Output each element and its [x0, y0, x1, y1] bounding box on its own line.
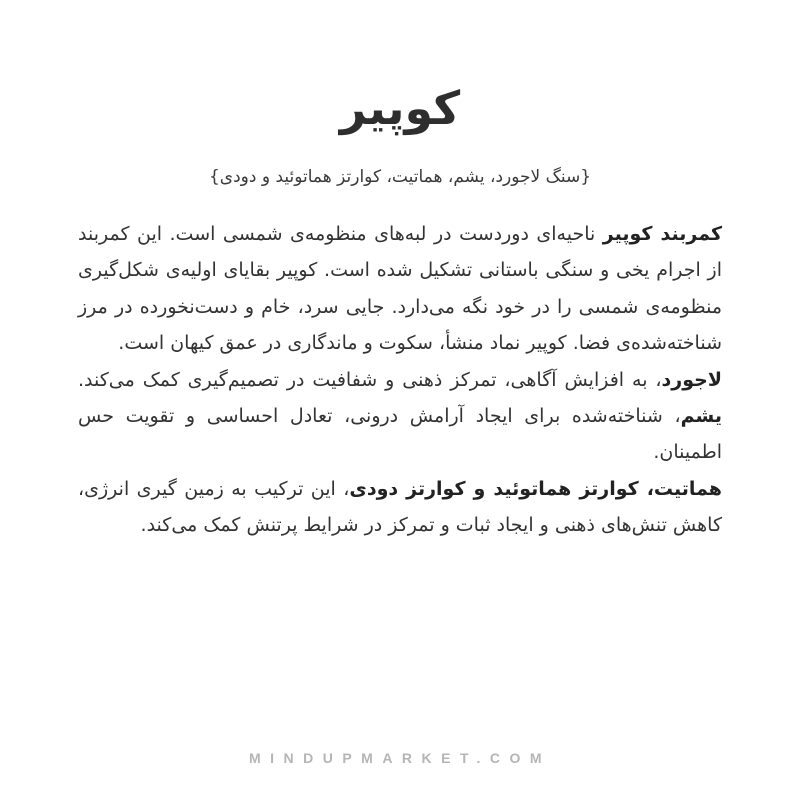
- kuiper-belt-term: کمربند کوپیر: [602, 223, 722, 245]
- hematite-quartz-paragraph: [78, 471, 722, 544]
- lapis-jade-paragraph: [78, 362, 722, 471]
- lapis-description: ، به افزایش آگاهی، تمرکز ذهنی و شفافیت در تصمیم‌گیری کمک می‌کند.: [78, 368, 662, 391]
- hematite-quartz-term: هماتیت، کوارتز هماتوئید و کوارتز دودی: [349, 477, 722, 500]
- hematite-quartz-description: ، این ترکیب به زمین گیری انرژی، کاهش تنش‌های ذهنی و ایجاد ثبات و تمرکز در شرایط پرتنش کمک می‌کند.: [78, 477, 722, 537]
- kuiper-belt-description: ناحیه‌ای دوردست در لبه‌های منظومه‌ی شمسی است. این کمربند از اجرام یخی و سنگی باستانی تشکیل شده است. کوپیر بقایای اولیه‌ی شکل‌گیری منظومه‌ی شمسی را در خود نگه می‌دارد. جایی سرد، خام و دست‌نخورده در مرز شناخته‌شده‌ی فضا. کوپیر نماد منشأ، سکوت و ماندگاری در عمق کیهان است.: [78, 223, 722, 355]
- stone-list-subtitle: {سنگ لاجورد، یشم، هماتیت، کوارتز هماتوئید و دودی}: [208, 167, 592, 187]
- jade-description: ، شناخته‌شده برای ایجاد آرامش درونی، تعادل احساسی و تقویت حس اطمینان.: [78, 405, 722, 464]
- site-footer-url: MINDUPMARKET.COM: [248, 750, 552, 766]
- jade-term: یشم: [680, 405, 722, 428]
- kuiper-belt-paragraph: [78, 216, 722, 362]
- description-body: [78, 216, 722, 544]
- page-title: کوپیر: [339, 81, 461, 135]
- lapis-term: لاجورد: [661, 368, 722, 391]
